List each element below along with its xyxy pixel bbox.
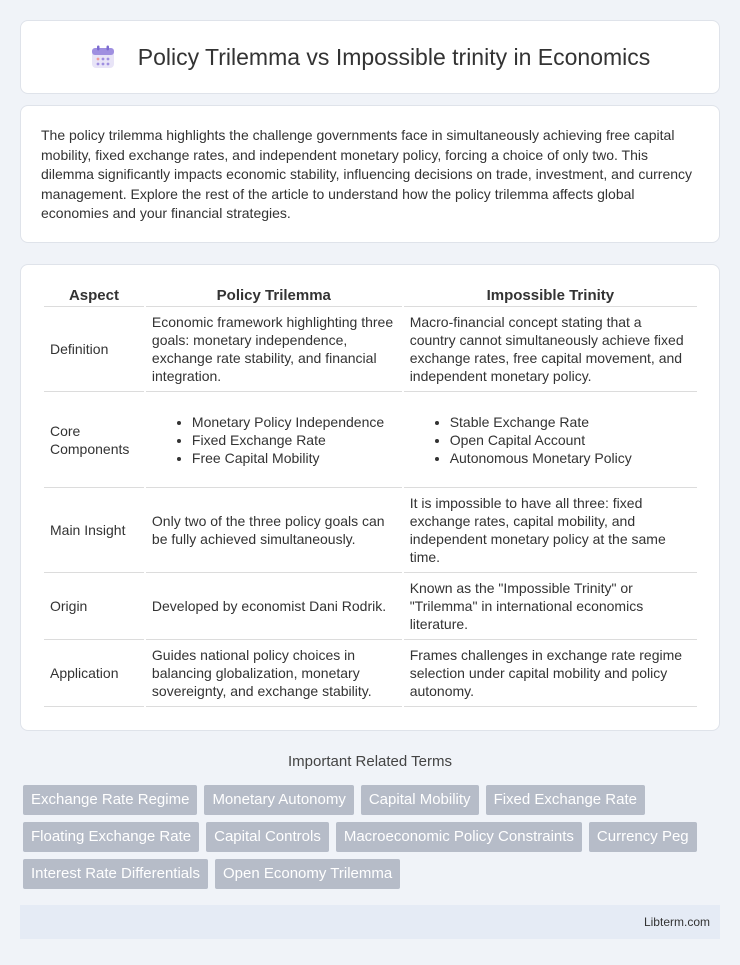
components-list [152, 413, 396, 467]
related-term-tag[interactable]: Capital Mobility [361, 785, 479, 815]
related-term-tag[interactable]: Exchange Rate Regime [23, 785, 197, 815]
row-policy-trilemma: Developed by economist Dani Rodrik. [146, 573, 402, 640]
row-aspect: Core Components [44, 392, 144, 488]
row-policy-trilemma [146, 392, 402, 488]
table-header-row [44, 283, 697, 307]
intro-card [20, 105, 720, 243]
row-policy-trilemma: Economic framework highlighting three goals: monetary independence, exchange rate stability, and financial integration. [146, 307, 402, 392]
footer-brand-link[interactable]: Libterm.com [643, 915, 710, 929]
related-terms-title: Important Related Terms [288, 753, 452, 770]
list-item: • Free Capital Mobility [192, 449, 396, 467]
row-aspect: Definition [44, 307, 144, 392]
related-term-tag[interactable]: Open Economy Trilemma [215, 859, 400, 889]
title-card [20, 20, 720, 94]
header-impossible-trinity: Impossible Trinity [404, 283, 697, 307]
row-policy-trilemma: Only two of the three policy goals can be fully achieved simultaneously. [146, 488, 402, 573]
list-item: • Monetary Policy Independence [192, 413, 396, 431]
calendar-icon [90, 44, 116, 70]
list-item: • Fixed Exchange Rate [192, 431, 396, 449]
comparison-table [42, 283, 699, 707]
row-policy-trilemma: Guides national policy choices in balancing globalization, monetary sovereignty, and exchange stability. [146, 640, 402, 707]
header-aspect: Aspect [44, 283, 144, 307]
row-impossible-trinity: Macro-financial concept stating that a country cannot simultaneously achieve fixed exchange rates, free capital movement, and independent monetary policy. [404, 307, 697, 392]
table-row [44, 640, 697, 707]
intro-paragraph: The policy trilemma highlights the challenge governments face in simultaneously achieving free capital mobility, fixed exchange rates, and independent monetary policy, forcing a choice of only two. This dilemma significantly impacts economic stability, influencing decisions on trade, investment, and currency management. Explore the rest of the article to understand how the policy trilemma affects global economies and your financial strategies. [41, 127, 693, 221]
related-terms-list [23, 785, 723, 896]
row-aspect: Application [44, 640, 144, 707]
related-term-tag[interactable]: Interest Rate Differentials [23, 859, 208, 889]
list-item: • Stable Exchange Rate [450, 413, 691, 431]
table-row [44, 392, 697, 488]
row-impossible-trinity [404, 392, 697, 488]
header-policy-trilemma: Policy Trilemma [146, 283, 402, 307]
related-term-tag[interactable]: Capital Controls [206, 822, 329, 852]
components-list [410, 413, 691, 467]
related-term-tag[interactable]: Monetary Autonomy [204, 785, 353, 815]
related-term-tag[interactable]: Macroeconomic Policy Constraints [336, 822, 582, 852]
row-impossible-trinity: Frames challenges in exchange rate regime selection under capital mobility and policy autonomy. [404, 640, 697, 707]
list-item: • Open Capital Account [450, 431, 691, 449]
table-row [44, 488, 697, 573]
comparison-card [20, 264, 720, 731]
row-aspect: Main Insight [44, 488, 144, 573]
page-title: Policy Trilemma vs Impossible trinity in Economics [137, 43, 651, 70]
footer [20, 905, 720, 939]
row-impossible-trinity: Known as the "Impossible Trinity" or "Trilemma" in international economics literature. [404, 573, 697, 640]
list-item: • Autonomous Monetary Policy [450, 449, 691, 467]
related-term-tag[interactable]: Floating Exchange Rate [23, 822, 199, 852]
row-aspect: Origin [44, 573, 144, 640]
table-row [44, 307, 697, 392]
row-impossible-trinity: It is impossible to have all three: fixed exchange rates, capital mobility, and independent monetary policy at the same time. [404, 488, 697, 573]
related-term-tag[interactable]: Currency Peg [589, 822, 697, 852]
table-row [44, 573, 697, 640]
related-term-tag[interactable]: Fixed Exchange Rate [486, 785, 645, 815]
